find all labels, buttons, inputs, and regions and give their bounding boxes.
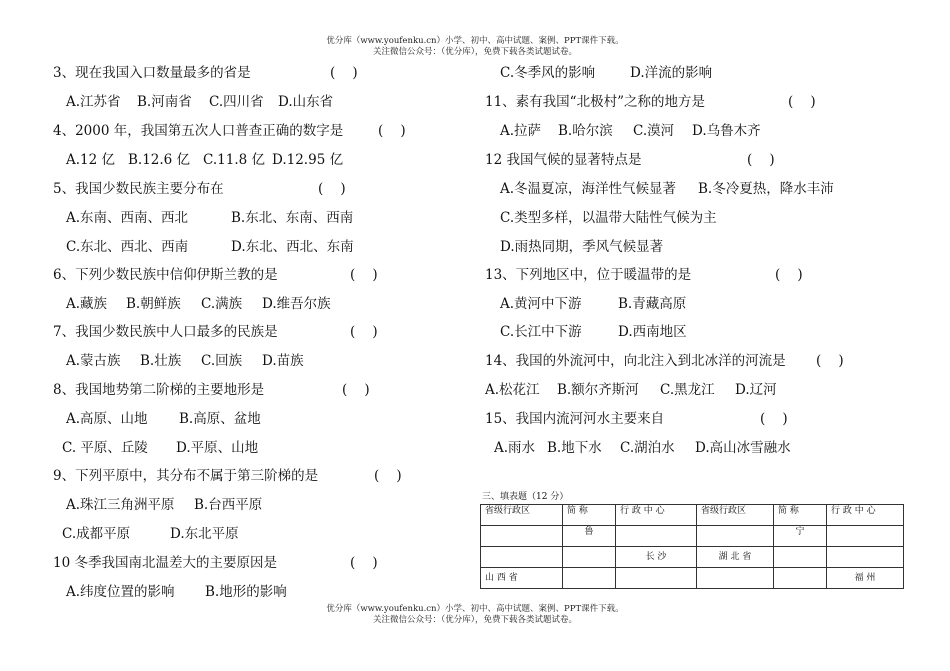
- q10-options-row1: [66, 583, 287, 601]
- q11-option-b[interactable]: B.哈尔滨: [558, 123, 613, 139]
- table-row: [481, 526, 904, 547]
- table-row: [481, 547, 904, 568]
- q6-option-b[interactable]: B.朝鲜族: [126, 296, 181, 312]
- q9-answer-paren[interactable]: ( ): [374, 468, 402, 484]
- q5-answer-paren[interactable]: ( ): [318, 181, 346, 197]
- q14-option-d[interactable]: D.辽河: [735, 382, 777, 398]
- q3-option-b[interactable]: B.河南省: [137, 94, 192, 110]
- q8-options-row1: [66, 410, 261, 428]
- fill-table-title: 三、填表题（12 分）: [482, 492, 569, 502]
- q10-option-c[interactable]: C.冬季风的影响: [500, 65, 596, 81]
- q15-option-d[interactable]: D.高山冰雪融水: [695, 440, 791, 456]
- q14-options: [485, 381, 777, 399]
- q8-stem: 8、我国地势第二阶梯的主要地形是: [53, 382, 265, 398]
- q12-options-row1: [500, 180, 834, 198]
- q13-stem: 13、下列地区中，位于暖温带的是: [485, 267, 692, 283]
- q6-stem: 6、下列少数民族中信仰伊斯兰教的是: [53, 267, 278, 283]
- header-cell: 省级行政区: [697, 505, 774, 526]
- q15-option-c[interactable]: C.湖泊水: [620, 440, 675, 456]
- table-cell[interactable]: [616, 526, 697, 547]
- q15-answer-paren[interactable]: ( ): [760, 411, 788, 427]
- q11-option-a[interactable]: A.拉萨: [500, 123, 542, 139]
- q8-options-row2: [62, 439, 259, 457]
- q9-option-b[interactable]: B.台西平原: [194, 497, 263, 513]
- table-cell[interactable]: [827, 547, 904, 568]
- q15-option-a[interactable]: A.雨水: [494, 440, 536, 456]
- q14-stem: 14、我国的外流河中，向北注入到北冰洋的河流是: [485, 353, 786, 369]
- table-cell[interactable]: [563, 547, 616, 568]
- q12-stem: 12 我国气候的显著特点是: [485, 152, 642, 168]
- q4-options: [66, 151, 344, 169]
- q10-option-b[interactable]: B.地形的影响: [205, 584, 287, 600]
- q13-option-d[interactable]: D.西南地区: [618, 324, 687, 340]
- q15-options: [494, 439, 791, 457]
- q12-option-d[interactable]: D.雨热同期，季风气候显著: [500, 239, 664, 255]
- q8-option-d[interactable]: D.平原、山地: [176, 440, 259, 456]
- table-cell[interactable]: [827, 526, 904, 547]
- q14-answer-paren[interactable]: ( ): [816, 353, 844, 369]
- q10-option-d[interactable]: D.洋流的影响: [630, 65, 713, 81]
- q7-option-b[interactable]: B.壮族: [140, 353, 182, 369]
- q6-options: [66, 295, 331, 313]
- table-cell[interactable]: 湖 北 省: [697, 547, 774, 568]
- table-cell[interactable]: 山 西 省: [481, 568, 563, 589]
- q12-answer-paren[interactable]: ( ): [747, 152, 775, 168]
- q7-option-a[interactable]: A.蒙古族: [66, 353, 121, 369]
- q5-option-c[interactable]: C.东北、西北、西南: [66, 239, 189, 255]
- q7-options: [66, 352, 304, 370]
- q9-options-row2: [62, 525, 239, 543]
- q7-option-d[interactable]: D.苗族: [262, 353, 304, 369]
- q8-answer-paren[interactable]: ( ): [342, 382, 370, 398]
- q5-option-a[interactable]: A.东南、西南、西北: [66, 210, 189, 226]
- q15-stem: 15、我国内流河河水主要来自: [485, 411, 665, 427]
- header-line-2: 关注微信公众号：（优分库），免费下载各类试题试卷。: [372, 47, 577, 57]
- q9-stem: 9、下列平原中，其分布不属于第三阶梯的是: [53, 468, 319, 484]
- q7-stem: 7、我国少数民族中人口最多的民族是: [53, 324, 278, 340]
- table-cell[interactable]: [481, 526, 563, 547]
- header-cell: 省级行政区: [481, 505, 563, 526]
- q14-option-b[interactable]: B.额尔齐斯河: [557, 382, 639, 398]
- q10-option-a[interactable]: A.纬度位置的影响: [66, 584, 175, 600]
- q11-stem: 11、素有我国“北极村”之称的地方是: [485, 94, 705, 110]
- header-line-1: 优分库（www.youfenku.cn）小学、初中、高中试题、案例、PPT课件下载。: [326, 36, 624, 46]
- q6-option-a[interactable]: A.藏族: [66, 296, 108, 312]
- q8-option-c[interactable]: C. 平原、丘陵: [62, 440, 148, 456]
- q9-option-d[interactable]: D.东北平原: [170, 526, 239, 542]
- q5-options-row1: [66, 209, 354, 227]
- table-header-row: [481, 505, 904, 526]
- table-row: [481, 568, 904, 589]
- q3-answer-paren[interactable]: ( ): [330, 65, 358, 81]
- q10-answer-paren[interactable]: ( ): [350, 555, 378, 571]
- q11-option-d[interactable]: D.乌鲁木齐: [692, 123, 761, 139]
- q4-stem: 4、2000 年，我国第五次人口普查正确的数字是: [53, 123, 344, 139]
- q3-option-d[interactable]: D.山东省: [278, 94, 334, 110]
- q10-stem: 10 冬季我国南北温差大的主要原因是: [53, 555, 277, 571]
- table-cell[interactable]: [774, 568, 827, 589]
- q11-option-c[interactable]: C.漠河: [633, 123, 675, 139]
- q13-option-b[interactable]: B.青藏高原: [618, 296, 687, 312]
- q8-option-a[interactable]: A.高原、山地: [66, 411, 148, 427]
- footer-watermark: [0, 604, 950, 626]
- q15-option-b[interactable]: B.地下水: [547, 440, 602, 456]
- q4-option-b[interactable]: B.12.6 亿: [128, 152, 191, 168]
- q9-option-a[interactable]: A.珠江三角洲平原: [66, 497, 175, 513]
- q5-stem: 5、我国少数民族主要分布在: [53, 181, 224, 197]
- q4-option-a[interactable]: A.12 亿: [66, 152, 116, 168]
- q12-option-b[interactable]: B.冬冷夏热，降水丰沛: [698, 181, 834, 197]
- q3-options: [66, 93, 334, 111]
- footer-line-1: 优分库（www.youfenku.cn）小学、初中、高中试题、案例、PPT课件下载。: [326, 604, 624, 614]
- table-cell[interactable]: [697, 568, 774, 589]
- q6-option-d[interactable]: D.维吾尔族: [262, 296, 331, 312]
- q8-option-b[interactable]: B.高原、盆地: [179, 411, 261, 427]
- header-watermark: [0, 36, 950, 58]
- q4-answer-paren[interactable]: ( ): [378, 123, 406, 139]
- table-cell[interactable]: [481, 547, 563, 568]
- q7-answer-paren[interactable]: ( ): [350, 324, 378, 340]
- header-cell: 简 称: [563, 505, 616, 526]
- q11-answer-paren[interactable]: ( ): [788, 94, 816, 110]
- q5-option-d[interactable]: D.东北、西北、东南: [231, 239, 354, 255]
- header-cell: 行 政 中 心: [616, 505, 697, 526]
- q12-option-a[interactable]: A.冬温夏凉，海洋性气候显著: [500, 181, 677, 197]
- table-cell[interactable]: [616, 568, 697, 589]
- q13-options-row1: [500, 295, 687, 313]
- q14-option-c[interactable]: C.黑龙江: [660, 382, 715, 398]
- q5-options-row2: [66, 238, 354, 256]
- table-cell[interactable]: 鲁: [563, 526, 616, 547]
- q13-answer-paren[interactable]: ( ): [775, 267, 803, 283]
- q11-options: [500, 122, 761, 140]
- table-cell[interactable]: [774, 547, 827, 568]
- table-cell[interactable]: 福 州: [827, 568, 904, 589]
- q4-option-d[interactable]: D.12.95 亿: [272, 152, 344, 168]
- q6-answer-paren[interactable]: ( ): [350, 267, 378, 283]
- table-cell[interactable]: 长 沙: [616, 547, 697, 568]
- header-cell: 简 称: [774, 505, 827, 526]
- q3-option-c[interactable]: C.四川省: [209, 94, 264, 110]
- footer-line-2: 关注微信公众号：（优分库），免费下载各类试题试卷。: [372, 615, 577, 625]
- table-cell[interactable]: [697, 526, 774, 547]
- q7-option-c[interactable]: C.回族: [201, 353, 243, 369]
- fill-table: [480, 504, 904, 589]
- q9-options-row1: [66, 496, 263, 514]
- q5-option-b[interactable]: B.东北、东南、西南: [231, 210, 354, 226]
- header-cell: 行 政 中 心: [827, 505, 904, 526]
- q13-option-c[interactable]: C.长江中下游: [500, 324, 582, 340]
- q12-option-c[interactable]: C.类型多样，以温带大陆性气候为主: [500, 210, 717, 226]
- q3-option-a[interactable]: A.江苏省: [66, 94, 121, 110]
- q13-option-a[interactable]: A.黄河中下游: [500, 296, 582, 312]
- table-cell[interactable]: [563, 568, 616, 589]
- q10-options-row2: [500, 64, 713, 82]
- q9-option-c[interactable]: C.成都平原: [62, 526, 131, 542]
- q6-option-c[interactable]: C.满族: [201, 296, 243, 312]
- q4-option-c[interactable]: C.11.8 亿: [203, 152, 265, 168]
- table-cell[interactable]: 宁: [774, 526, 827, 547]
- q14-option-a[interactable]: A.松花江: [485, 382, 540, 398]
- q3-stem: 3、现在我国入口数量最多的省是: [53, 65, 251, 81]
- q13-options-row2: [500, 323, 687, 341]
